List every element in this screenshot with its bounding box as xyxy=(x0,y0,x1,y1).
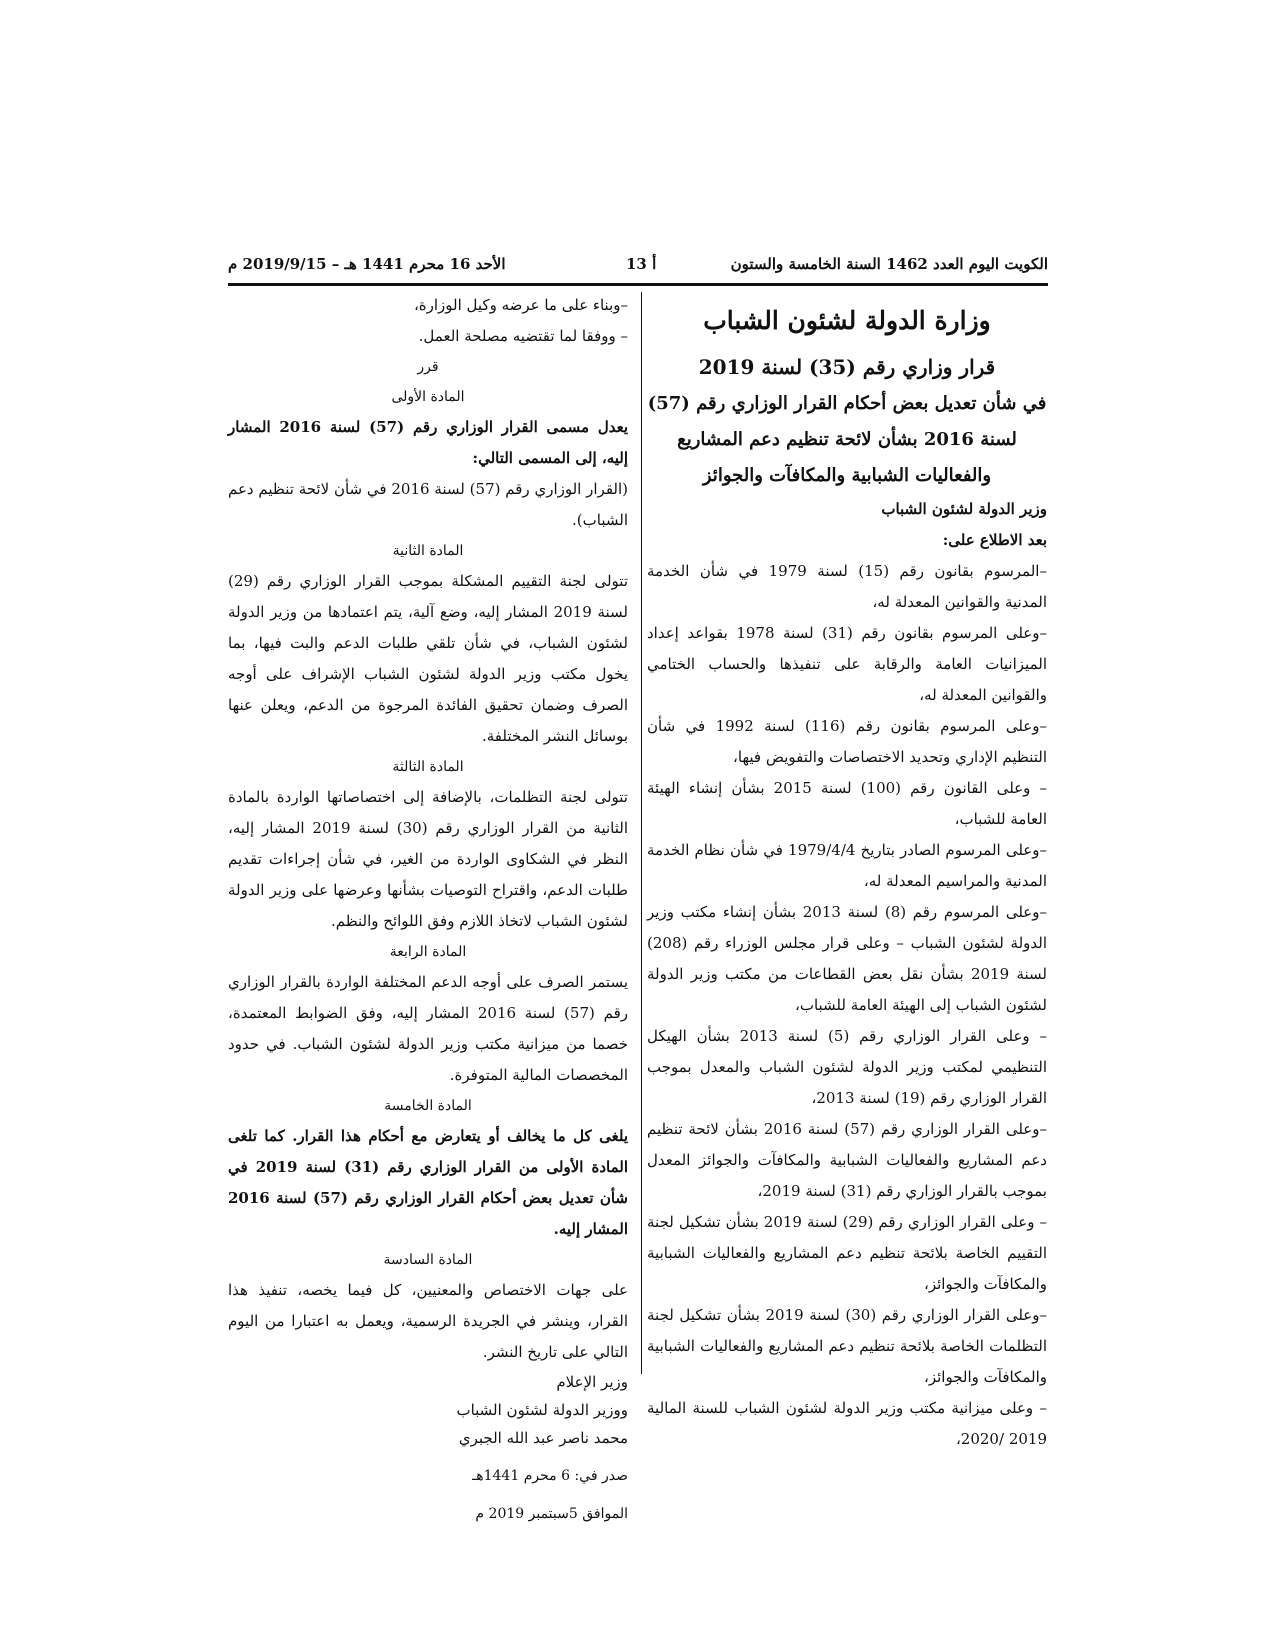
article-title: المادة الثالثة xyxy=(392,759,464,775)
article-text: يلغى كل ما يخالف أو يتعارض مع أحكام هذا القرار. كما تلغى المادة الأولى من القرار الوزاري رقم (31) لسنة 2019 في شأن تعديل بعض أحكام القرار الوزاري رقم (57) لسنة 2016 المشار إليه. xyxy=(228,1127,629,1238)
decree-subject-line-3: والفعاليات الشبابية والمكافآت والجوائز xyxy=(702,465,992,486)
signature-title: ووزير الدولة لشئون الشباب xyxy=(456,1401,628,1419)
ministry-title: وزارة الدولة لشئون الشباب xyxy=(703,306,991,335)
page-header xyxy=(228,255,1048,281)
preamble-paragraph: –المرسوم بقانون رقم (15) لسنة 1979 في شأن الخدمة المدنية والقوانين المعدلة له، xyxy=(647,562,1047,611)
preamble-paragraph: –وعلى المرسوم بقانون رقم (116) لسنة 1992 في شأن التنظيم الإداري وتحديد الاختصاصات والتفويض فيها، xyxy=(647,717,1047,766)
article-title: المادة الثانية xyxy=(392,543,464,559)
article-text: يستمر الصرف على أوجه الدعم المختلفة الواردة بالقرار الوزاري رقم (57) لسنة 2016 المشار إليه، وفق الضوابط المعتمدة، خصما من ميزانية مكتب وزير الدولة لشئون الشباب. في حدود المخصصات المالية المتوفرة. xyxy=(228,973,628,1084)
preamble-paragraph: –وعلى المرسوم الصادر بتاريخ 1979/4/4 في شأن نظام الخدمة المدنية والمراسيم المعدلة له، xyxy=(647,841,1047,890)
preamble-paragraph: –وعلى المرسوم رقم (8) لسنة 2013 بشأن إنشاء مكتب وزير الدولة لشئون الشباب – وعلى قرار مجلس الوزراء رقم (208) لسنة 2019 بشأن نقل بعض القطاعات من مكتب وزير الدولة لشئون الشباب إلى الهيئة العامة للشباب، xyxy=(647,903,1047,1014)
column-divider xyxy=(641,292,642,1374)
right-column xyxy=(647,298,1047,1455)
decided-heading: قرر xyxy=(417,359,439,375)
preamble-paragraph: –وعلى القرار الوزاري رقم (30) لسنة 2019 بشأن تشكيل لجنة التظلمات الخاصة بلائحة تنظيم دعم المشاريع والفعاليات الشبابية والمكافآت والجوائز، xyxy=(647,1306,1047,1386)
preamble-paragraph: – وعلى القانون رقم (100) لسنة 2015 بشأن إنشاء الهيئة العامة للشباب، xyxy=(647,779,1047,828)
article-title: المادة الخامسة xyxy=(384,1098,472,1114)
article-text: تتولى لجنة التقييم المشكلة بموجب القرار الوزاري رقم (29) لسنة 2019 المشار إليه، وضع آلية، يتم اعتمادها من وزير الدولة لشئون الشباب، في شأن تلقي طلبات الدعم والبت فيها، بما يخول مكتب وزير الدولة لشئون الشباب الإشراف على أوجه الصرف وضمان تحقيق الفائدة المرجوة من الدعم، ويعلن عنها بوسائل النشر المختلفة. xyxy=(228,572,628,745)
left-column xyxy=(228,290,628,1528)
issued-date-hijri: صدر في: 6 محرم 1441هـ xyxy=(472,1468,628,1484)
issue-date: الأحد 16 محرم 1441 هـ – 2019/9/15 م xyxy=(228,255,506,273)
preamble-paragraph: –وعلى القرار الوزاري رقم (57) لسنة 2016 بشأن لائحة تنظيم دعم المشاريع والفعاليات الشبابية والمكافآت والجوائز المعدل بموجب بالقرار الوزاري رقم (31) لسنة 2019، xyxy=(647,1120,1047,1200)
intro-line: – ووفقا لما تقتضيه مصلحة العمل. xyxy=(418,327,628,345)
article-title: المادة السادسة xyxy=(383,1252,473,1268)
article-title: المادة الرابعة xyxy=(389,944,467,960)
page-number: أ 13 xyxy=(626,255,657,273)
article-text: (القرار الوزاري رقم (57) لسنة 2016 في شأن لائحة تنظيم دعم الشباب). xyxy=(228,480,628,529)
article-text: تتولى لجنة التظلمات، بالإضافة إلى اختصاصاتها الواردة بالمادة الثانية من القرار الوزاري رقم (30) لسنة 2019 المشار إليه، النظر في الشكاوى الواردة من الغير، في شأن إجراءات تقديم طلبات الدعم، واقتراح التوصيات بشأنها وعرضها على وزير الدولة لشئون الشباب لاتخاذ اللازم وفق اللوائح والنظم. xyxy=(228,788,629,930)
signature-title: وزير الإعلام xyxy=(556,1373,628,1391)
preamble-paragraph: – وعلى القرار الوزاري رقم (5) لسنة 2013 بشأن الهيكل التنظيمي لمكتب وزير الدولة لشئون الشباب والمعدل بموجب القرار الوزاري رقم (19) لسنة 2013، xyxy=(647,1027,1047,1107)
preamble-paragraph: – وعلى ميزانية مكتب وزير الدولة لشئون الشباب للسنة المالية 2019 /2020، xyxy=(647,1399,1047,1448)
article-text: على جهات الاختصاص والمعنيين، كل فيما يخصه، تنفيذ هذا القرار، وينشر في الجريدة الرسمية، ويعمل به اعتبارا من اليوم التالي على تاريخ النشر. xyxy=(228,1281,628,1361)
issuing-minister: وزير الدولة لشئون الشباب xyxy=(881,500,1047,518)
preamble-paragraph: –وعلى المرسوم بقانون رقم (31) لسنة 1978 بقواعد إعداد الميزانيات العامة والرقابة على تنفيذها والحساب الختامي والقوانين المعدلة له، xyxy=(647,624,1047,704)
decree-title: قرار وزاري رقم (35) لسنة 2019 xyxy=(698,355,996,379)
intro-line: –وبناء على ما عرضه وكيل الوزارة، xyxy=(413,296,628,314)
preamble-paragraph: – وعلى القرار الوزاري رقم (29) لسنة 2019 بشأن تشكيل لجنة التقييم الخاصة بلائحة تنظيم دعم المشاريع والفعاليات الشبابية والمكافآت والجوائز، xyxy=(647,1213,1047,1293)
article-title: المادة الأولى xyxy=(391,389,465,405)
header-rule xyxy=(228,283,1048,286)
decree-subject-line-2: لسنة 2016 بشأن لائحة تنظيم دعم المشاريع xyxy=(677,429,1017,450)
signature-name: محمد ناصر عبد الله الجبري xyxy=(458,1429,628,1447)
issued-date-gregorian: الموافق 5سبتمبر 2019 م xyxy=(475,1506,628,1522)
decree-subject-line-1: في شأن تعديل بعض أحكام القرار الوزاري رقم (57) xyxy=(647,393,1047,414)
gazette-issue: الكويت اليوم العدد 1462 السنة الخامسة والستون xyxy=(730,255,1048,273)
after-review-heading: بعد الاطلاع على: xyxy=(942,531,1047,549)
article-text: يعدل مسمى القرار الوزاري رقم (57) لسنة 2016 المشار إليه، إلى المسمى التالي: xyxy=(228,418,629,467)
